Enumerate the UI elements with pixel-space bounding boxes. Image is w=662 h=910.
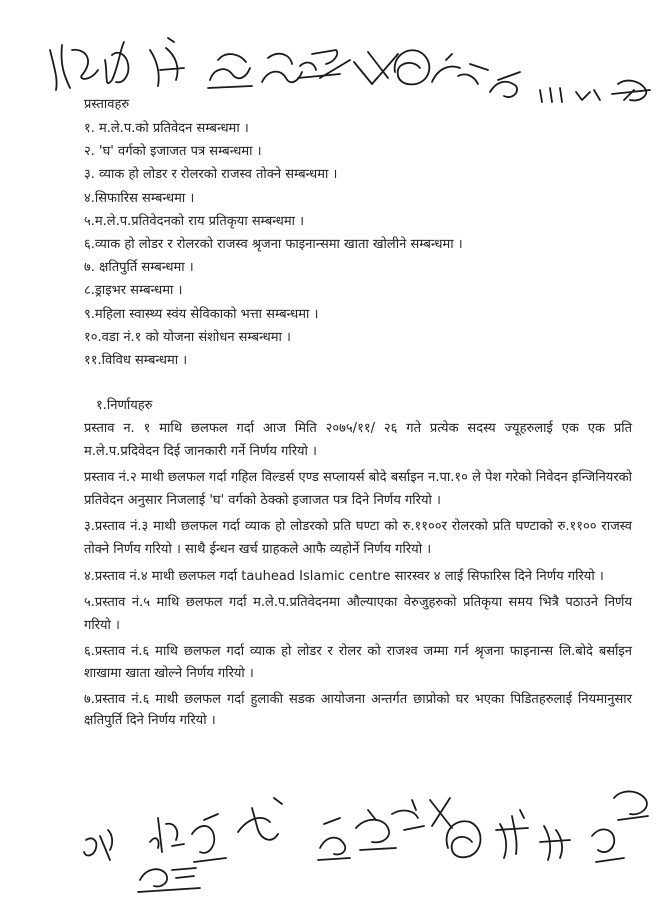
signature-24	[592, 829, 624, 862]
signature-21	[447, 821, 481, 857]
signature-7	[320, 52, 398, 84]
signature-4	[208, 54, 252, 88]
proposals-list	[84, 117, 624, 372]
decision-paragraph: ७.प्रस्ताव नं.६ माथी छलफल गर्दा हुलाकी सडक आयोजना अन्तर्गत छाप्रोको घर भएका पिडितहरुलाई नियमानुसार क्षतिपुर्ति दिने निर्णय गरियो ।	[84, 691, 632, 729]
signature-13	[84, 830, 112, 860]
signature-2	[105, 42, 128, 83]
signature-8	[395, 50, 430, 84]
signature-14	[150, 818, 184, 852]
proposal-item: ४.सिफारिस सम्बन्धमा ।	[84, 190, 195, 206]
decision-paragraph: प्रस्ताव नं.२ माथी छलफल गर्दा गहिल विल्डर्स एण्ड सप्लायर्स बोदे बर्साइन न.पा.१० ले पेश गरेको निवेदन इन्जिनियरको प्रतिवेदन अनुसार निजलाई 'घ' वर्गको ठेक्को इजाजत पत्र दिने निर्णय गरियो ।	[84, 470, 632, 508]
proposals-section	[84, 95, 624, 372]
signature-19	[392, 800, 424, 830]
proposals-heading: प्रस्तावहरु	[84, 97, 130, 112]
decision-paragraph: प्रस्ताव न. १ माथि छलफल गर्दा आज मिति २०७५/११/ २६ गते प्रत्येक सदस्य ज्यूहरुलाई एक एक प्रति म.ले.प.प्रदिवेदन दिई जानकारी गर्ने निर्णय गरियो ।	[84, 421, 632, 459]
decision-paragraph: ६.प्रस्ताव नं.६ माथि छलफल गर्दा व्याक हो लोडर र रोलर को राजश्व जम्मा गर्न श्रृजना फाइनान्स लि.बोदे बर्साइन शाखामा खाता खोल्ने निर्णय गरियो ।	[84, 644, 632, 681]
proposal-item: ७. क्षतिपुर्ति सम्बन्धमा ।	[84, 260, 194, 276]
decision-paragraph: ५.प्रस्ताव नं.५ माथि छलफल गर्दा म.ले.प.प्रतिवेदनमा औल्याएका वेरुजुहरुको प्रतिकृया समय भित्रै पठाउने निर्णय गरियो ।	[84, 595, 632, 633]
signature-6	[298, 50, 340, 78]
decision-paragraph: ४.प्रस्ताव नं.४ माथी छलफल गर्दा tauhead Islamic centre सारस्वर ४ लाई सिफारिस दिने निर्णय गरियो ।	[84, 568, 604, 584]
signature-16	[238, 798, 282, 840]
signature-1	[50, 45, 98, 90]
proposal-item: ११.विविध सम्बन्धमा ।	[84, 353, 188, 369]
signature-26	[138, 868, 200, 892]
proposal-item: २. 'घ' वर्गको इजाजत पत्र सम्बन्धमा ।	[84, 144, 262, 160]
signature-5	[262, 54, 302, 83]
decision-paragraph: ३.प्रस्ताव नं.३ माथी छलफल गर्दा व्याक हो लोडरको प्रति घण्टा को रु.११००र रोलरको प्रति घण्टाको रु.११०० राजस्व तोक्ने निर्णय गरियो । साथै ईन्धन खर्च ग्राहकले आफै व्यहोर्ने निर्णय गरियो ।	[84, 519, 632, 557]
decisions-section	[84, 396, 632, 736]
proposal-item: ३. व्याक हो लोडर र रोलरको राजस्व तोक्ने सम्बन्धमा ।	[84, 167, 338, 183]
proposal-item: १. म.ले.प.को प्रतिवेदन सम्बन्धमा ।	[84, 121, 249, 136]
signature-22	[496, 810, 528, 858]
signature-18	[356, 810, 396, 850]
decisions-heading: १.निर्णायहरु	[96, 398, 153, 413]
proposal-item: ५.म.ले.प.प्रतिवेदनको राय प्रतिकृया सम्बन्धमा ।	[84, 213, 305, 229]
signature-9	[432, 54, 488, 84]
signature-3	[150, 38, 184, 86]
signature-15	[192, 814, 226, 862]
proposal-item: ६.व्याक हो लोडर र रोलरको राजस्व श्रृजना फाइनान्समा खाता खोलीने सम्बन्धमा ।	[84, 237, 463, 253]
signature-25	[614, 791, 648, 820]
proposal-item: १०.वडा नं.१ को योजना संशोधन सम्बन्धमा ।	[84, 329, 291, 345]
bottom-signatures	[0, 770, 662, 905]
signature-10	[490, 72, 520, 97]
proposal-item: ८.ड्राइभर सम्बन्धमा ।	[84, 283, 183, 299]
signature-23	[540, 826, 570, 860]
signature-20	[430, 798, 452, 828]
signature-17	[318, 818, 350, 860]
proposal-item: ९.महिला स्वास्थ्य स्वंय सेविकाको भत्ता सम्बन्धमा ।	[84, 306, 319, 322]
